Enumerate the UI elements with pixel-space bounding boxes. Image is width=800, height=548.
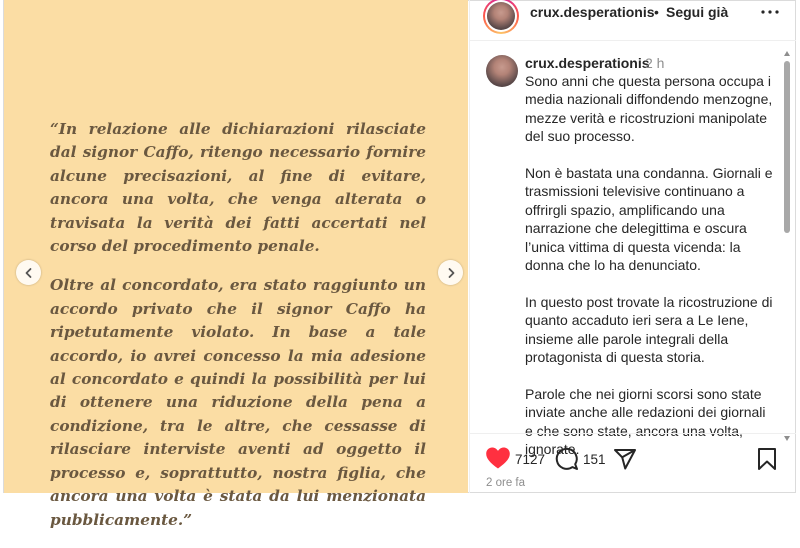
like-count[interactable]: 7127 <box>515 452 546 467</box>
heart-icon[interactable] <box>485 446 511 470</box>
share-icon[interactable] <box>613 447 637 471</box>
quote-text <box>50 118 426 548</box>
story-ring[interactable] <box>483 0 519 34</box>
more-options-button[interactable] <box>758 0 782 24</box>
action-bar <box>470 433 796 494</box>
caption-paragraph-2: Non è bastata una condanna. Giornali e trasmissioni televisive continuano a offrirgli spazio, amplificando una narrazione che delegittima e oscura l’unica vittima di questa vicenda: la donna che lo ha denunciato. <box>525 165 773 274</box>
quote-paragraph-1: “In relazione alle dichiarazioni rilasciate dal signor Caffo, ritengo necessario fornire alcune precisazioni, al fine di evitare, ancora una volta, che venga alterata o travisata la verità dei fatti accertati nel corso del procedimento penale. <box>50 120 426 256</box>
scrollbar-thumb[interactable] <box>784 61 790 233</box>
post-time[interactable]: 2 ore fa <box>486 477 525 489</box>
caption-paragraph-4: Parole che nei giorni scorsi sono state inviate anche alle redazioni dei giornali e che sono state, ancora una volta, ignorate. <box>525 385 766 458</box>
caption-avatar[interactable] <box>486 55 518 87</box>
quote-paragraph-2: Oltre al concordato, era stato raggiunto un accordo privato che il signor Caffo ha ripetutamente violato. In base a tale accordo, io avrei concesso la mia adesione al concordato e quindi la possibilità per lui di ottenere una riduzione della pena a condizione, tra le altre, che cessasse di rilasciare interviste aventi ad oggetto il processo e, soprattutto, nostra figlia, che ancora una volta è stata da lui menzionata pubblicamente.” <box>50 276 426 529</box>
caption-text <box>525 72 773 477</box>
chevron-right-icon <box>445 267 457 279</box>
caption-username[interactable]: crux.desperationis <box>525 55 650 71</box>
comment-count[interactable]: 151 <box>583 452 606 467</box>
next-slide-button[interactable] <box>438 260 463 285</box>
caption-area <box>470 41 796 458</box>
caption-scrollbar[interactable] <box>783 57 791 432</box>
caption-paragraph-3: In questo post trovate la ricostruzione di quanto accaduto ieri sera a Le Iene, insieme alle parole integrali della protagonista di questa storia. <box>525 293 773 366</box>
post-side-panel <box>469 0 796 493</box>
chevron-left-icon <box>23 267 35 279</box>
caption-timestamp[interactable]: 2 h <box>645 55 665 71</box>
bookmark-icon[interactable] <box>757 447 777 471</box>
post-media <box>4 0 468 529</box>
post-header <box>470 0 796 41</box>
caption-paragraph-1: Sono anni che questa persona occupa i media nazionali diffondendo menzogne, mezze verità e ricostruzioni manipolate del suo processo. <box>525 73 773 145</box>
header-separator: • <box>654 4 659 20</box>
following-button[interactable]: Segui già <box>666 4 729 20</box>
avatar[interactable] <box>487 2 515 30</box>
more-horizontal-icon <box>761 10 779 14</box>
header-username[interactable]: crux.desperationis <box>530 4 655 20</box>
previous-slide-button[interactable] <box>16 260 41 285</box>
comment-icon[interactable] <box>554 446 579 471</box>
scroll-up-arrow[interactable] <box>783 51 791 57</box>
